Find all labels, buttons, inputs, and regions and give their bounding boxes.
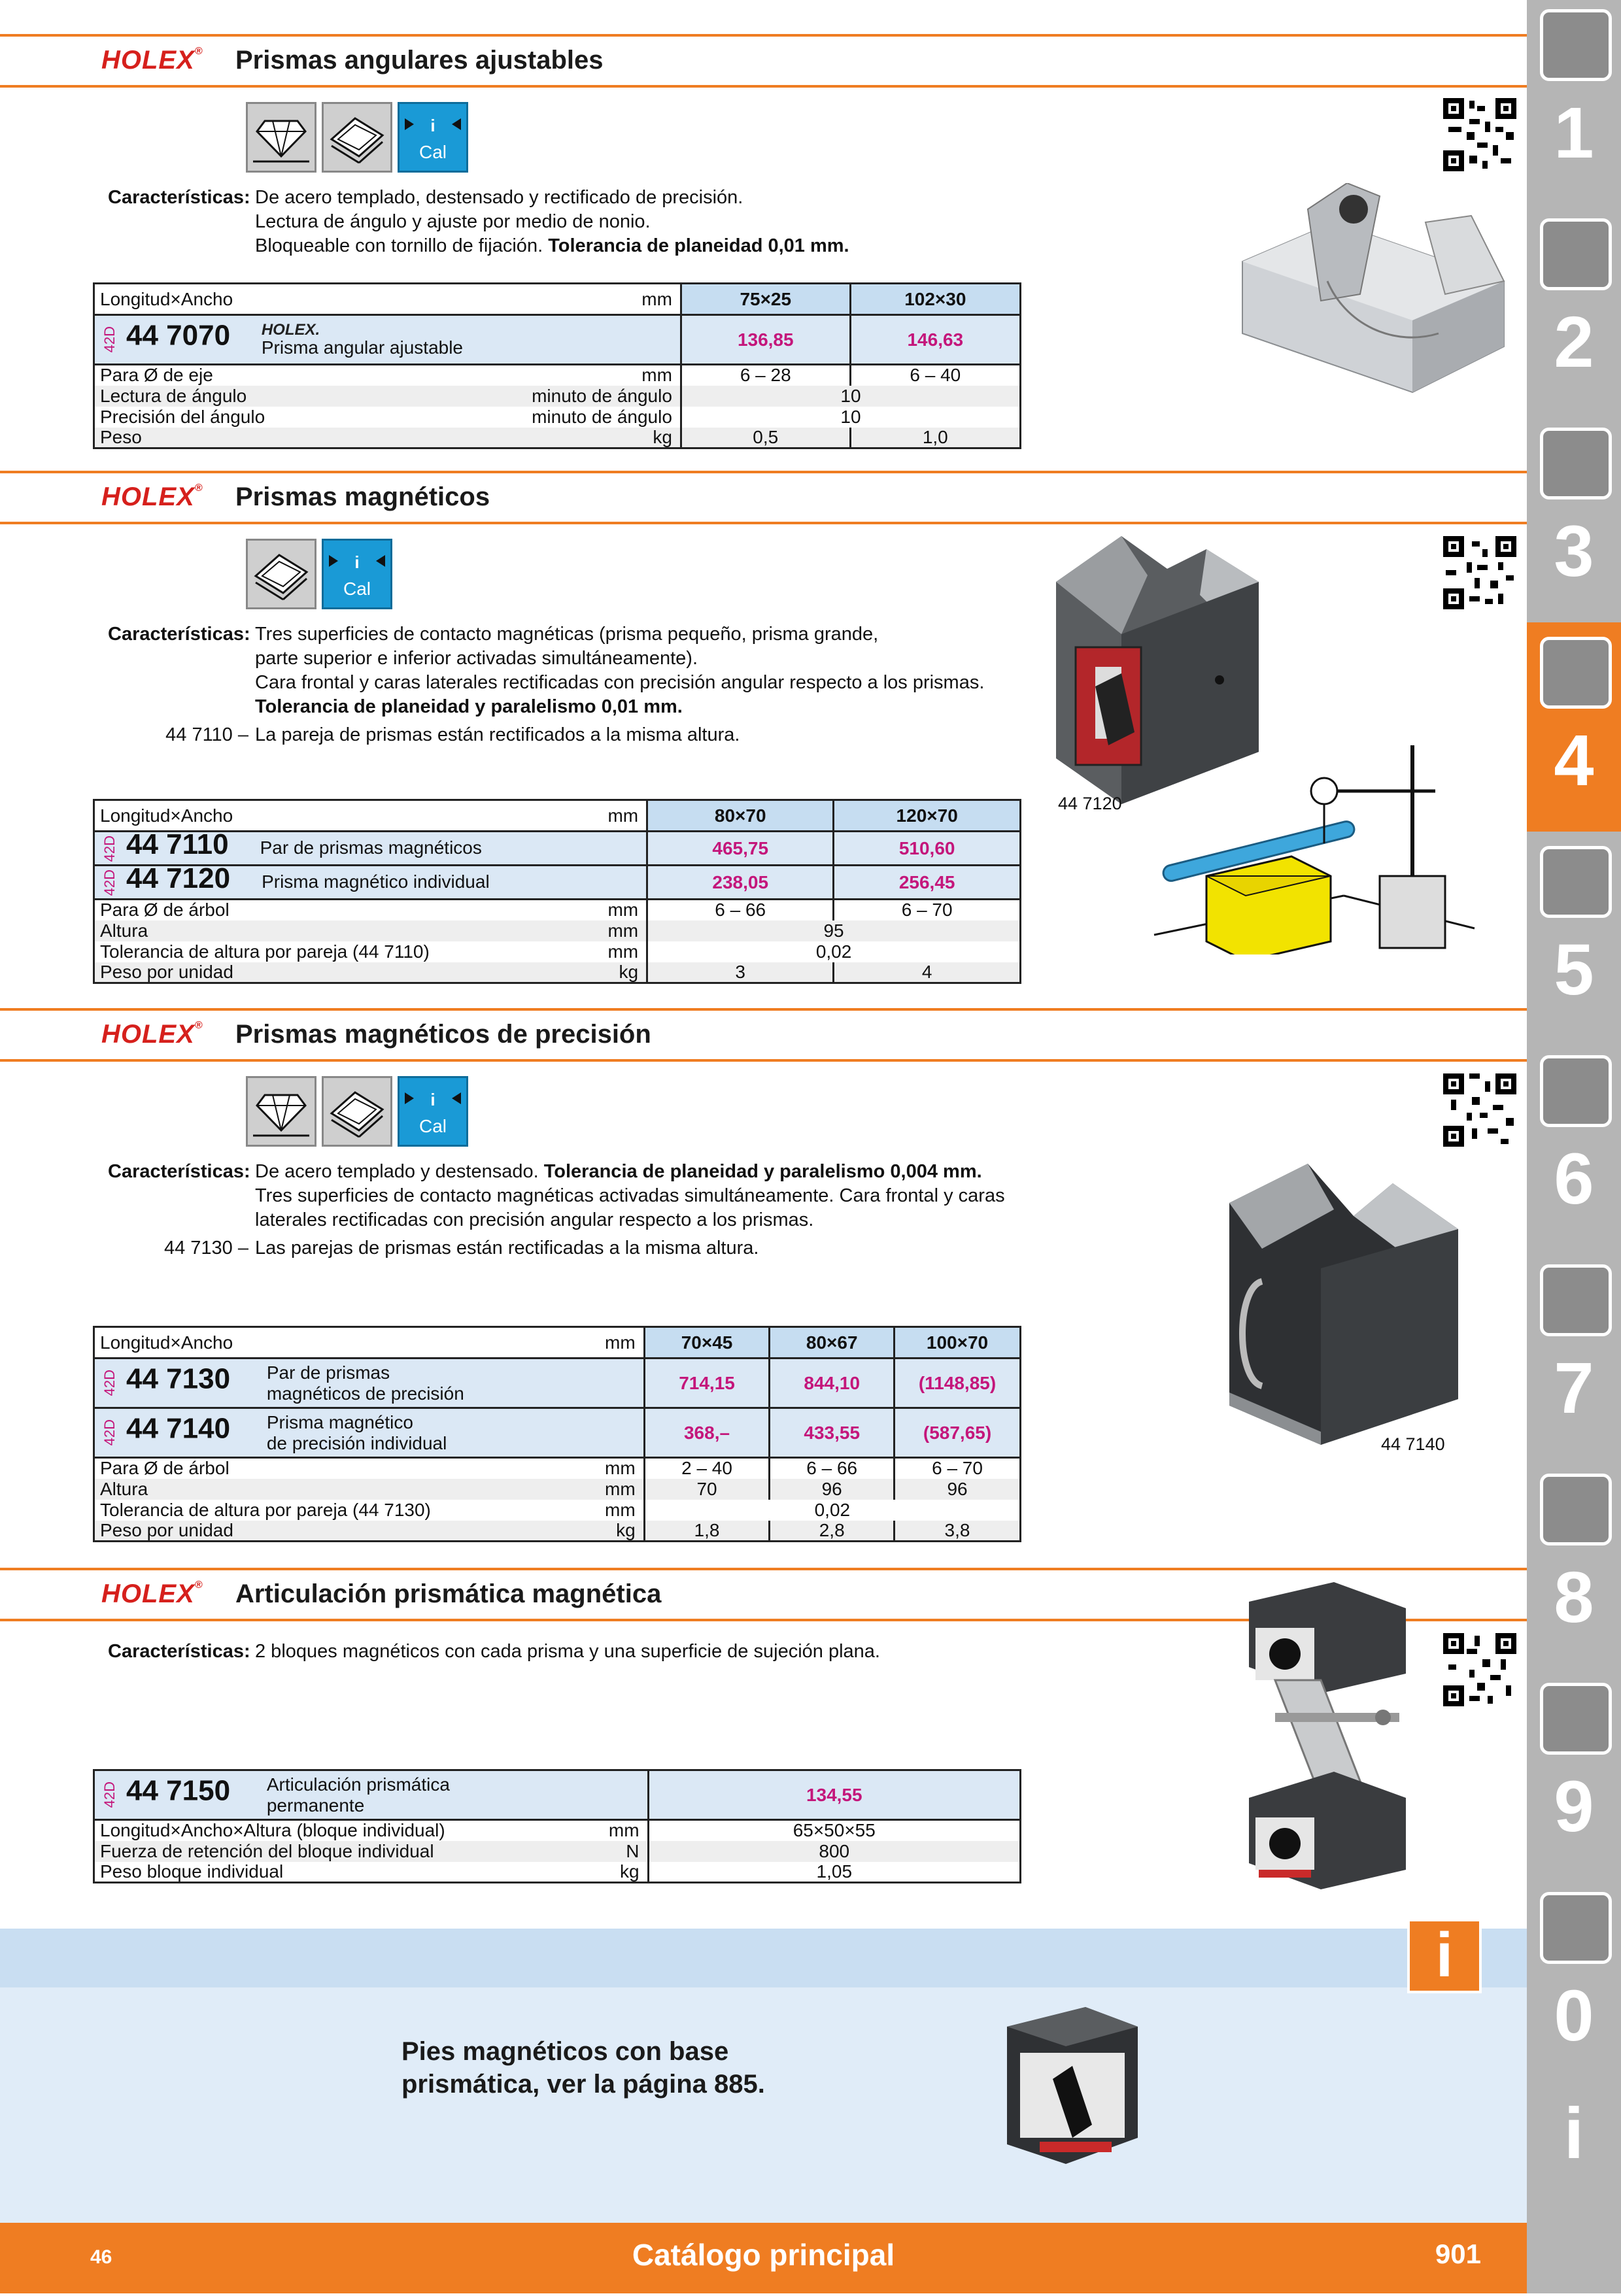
sidebar-tab-number: 0 <box>1554 1976 1594 2056</box>
price: 433,55 <box>770 1408 895 1458</box>
diamond-hardened-icon <box>246 102 316 173</box>
sidebar-tab-3[interactable] <box>1527 413 1621 622</box>
footer-catalog-title: Catálogo principal <box>632 2238 895 2272</box>
section-header-prismas-magneticos <box>0 471 1527 524</box>
figure-caption: 44 7140 <box>1381 1434 1445 1454</box>
price: 844,10 <box>770 1359 895 1408</box>
features-section-1: Características: De acero templado, destensado y rectificado de precisión. Lectura de ángulo y ajuste por medio de nonio. Bloqueable con tornillo de fijación. Tolerancia de planeidad 0,01 mm. <box>108 187 849 256</box>
section-header-prismas-angulares <box>0 34 1527 88</box>
article-number: 44 7110 <box>126 828 229 860</box>
sidebar-tab-5[interactable] <box>1527 832 1621 1041</box>
section-title: Articulación prismática magnética <box>235 1579 662 1608</box>
caliper-icon <box>1540 637 1612 709</box>
sidebar-tab-info: i <box>1563 2093 1584 2174</box>
sidebar-tab-8[interactable] <box>1527 1459 1621 1668</box>
info-band <box>0 1987 1527 2223</box>
holex-logo: HOLEX® <box>101 482 203 511</box>
article-number: 44 7140 <box>126 1411 231 1444</box>
qr-code[interactable] <box>1443 1073 1516 1147</box>
pictogram-row <box>246 102 468 173</box>
spec-table-section-2: Longitud×Ancho mm 80×70 120×70 42D 44 7110 Par de prismas magnéticos 465,75 510,60 42D 44 7120 Prisma magnético individual 238,05 256,45 Para Ø de árbol mm 6 – 66 6 – 70 Altura mm 95 Tolerancia de altura por pareja (44 7110) mm 0,02 Peso por unidad kg 3 4 <box>93 799 1021 984</box>
article-number: 44 7150 <box>126 1774 231 1806</box>
sidebar-tab-number: 4 <box>1554 720 1594 801</box>
features-section-4: Características: 2 bloques magnéticos con cada prisma y una superficie de sujeción plana. <box>108 1641 880 1662</box>
price: 510,60 <box>834 832 1021 866</box>
ground-surface-icon <box>246 539 316 609</box>
sidebar-tab-number: 8 <box>1554 1557 1594 1638</box>
calibration-info-icon: i Cal <box>322 539 392 609</box>
sidebar-tab-2[interactable] <box>1527 204 1621 413</box>
section-header-prismas-precision <box>0 1008 1527 1062</box>
saw-icon <box>1540 846 1612 918</box>
article-number: 44 7120 <box>126 862 231 894</box>
article-number: 44 7130 <box>126 1362 231 1394</box>
price: 256,45 <box>834 866 1021 900</box>
ground-surface-icon <box>322 102 392 173</box>
sidebar-tab-i[interactable] <box>1527 2087 1621 2296</box>
sidebar-tab-1[interactable] <box>1527 0 1621 204</box>
sidebar-tab-7[interactable] <box>1527 1250 1621 1459</box>
price: 146,63 <box>850 315 1020 365</box>
magnetic-base-image <box>1000 2007 1144 2170</box>
features-section-3: Características: De acero templado y destensado. Tolerancia de planeidad y paralelismo 0,004 mm. Tres superficies de contacto magnéticas activadas simultáneamente. Cara frontal y caras laterales rectificadas con precisión angular respecto a los prismas. 44 7130 – Las parejas de prismas están rectificadas a la misma altura. <box>108 1161 1005 1258</box>
price: 134,55 <box>648 1770 1020 1820</box>
diamond-hardened-icon <box>246 1076 316 1147</box>
page-number: 901 <box>1435 2238 1481 2269</box>
page-footer <box>0 2223 1527 2293</box>
qr-code[interactable] <box>1443 536 1516 609</box>
section-title: Prismas magnéticos <box>235 482 490 511</box>
pictogram-row <box>246 539 392 609</box>
precision-magnetic-prism-image <box>1223 1157 1471 1445</box>
magnetic-prism-setup-illustration <box>1148 745 1488 954</box>
drill-icon <box>1540 9 1612 81</box>
pliers-icon <box>1540 1264 1612 1336</box>
safety-icon <box>1540 1892 1612 1964</box>
sidebar-tab-4[interactable] <box>1527 622 1621 832</box>
info-icon: i <box>1407 1919 1482 1993</box>
sidebar-tab-9[interactable] <box>1527 1668 1621 1878</box>
sidebar-tab-0[interactable] <box>1527 1878 1621 2087</box>
sidebar-tab-number: 7 <box>1554 1348 1594 1428</box>
article-number: 44 7070 <box>126 318 231 351</box>
info-band-top <box>0 1929 1527 1987</box>
cabinet-icon <box>1540 1683 1612 1755</box>
price: 136,85 <box>681 315 850 365</box>
price: 368,– <box>644 1408 770 1458</box>
section-title: Prismas magnéticos de precisión <box>235 1020 651 1049</box>
ground-surface-icon <box>322 1076 392 1147</box>
tap-icon <box>1540 428 1612 499</box>
sidebar-tab-number: 6 <box>1554 1139 1594 1219</box>
holex-logo: HOLEX® <box>101 1579 203 1608</box>
spec-table-section-3: Longitud×Ancho mm 70×45 80×67 100×70 42D 44 7130 Par de prismas magnéticos de precisión 714,15 844,10 (1148,85) 42D 44 7140 Prisma magnético de precisión individual 368,– 433,55 (587,65) Para Ø de árbol mm 2 – 40 6 – 66 6 – 70 Altura mm 70 96 96 Tolerancia de altura por pareja (44 7130) mm 0,02 Peso por unidad kg 1,8 2,8 3,8 <box>93 1326 1021 1542</box>
qr-code[interactable] <box>1443 98 1516 171</box>
sidebar-tab-6[interactable] <box>1527 1041 1621 1250</box>
price: 714,15 <box>644 1359 770 1408</box>
wrench-icon <box>1540 1055 1612 1127</box>
sidebar-tab-number: 3 <box>1554 511 1594 592</box>
figure-caption: 44 7120 <box>1058 794 1122 813</box>
price: 465,75 <box>647 832 834 866</box>
spec-table-section-4: 42D 44 7150 Articulación prismática permanente 134,55 Longitud×Ancho×Altura (bloque individual) mm 65×50×55 Fuerza de retención del bloque individual N 800 Peso bloque individual kg 1,05 <box>93 1769 1021 1883</box>
footer-left-page: 46 <box>90 2246 112 2268</box>
calibration-info-icon: i Cal <box>398 1076 468 1147</box>
holex-logo: HOLEX® <box>101 46 203 75</box>
calibration-info-icon: i Cal <box>398 102 468 173</box>
sidebar-tab-number: 5 <box>1554 930 1594 1010</box>
holex-logo: HOLEX® <box>101 1020 203 1049</box>
qr-code[interactable] <box>1443 1633 1516 1706</box>
section-title: Prismas angulares ajustables <box>235 46 604 75</box>
price: 238,05 <box>647 866 834 900</box>
info-band-text[interactable]: Pies magnéticos con base prismática, ver la página 885. <box>401 2037 765 2099</box>
spec-table-section-1: Longitud×Ancho mm 75×25 102×30 42D 44 7070 HOLEX. Prisma angular ajustable 136,85 146,63 Para Ø de eje mm 6 – 28 6 – 40 Lectura de ángulo minuto de ángulo 10 Precisión del ángulo minuto de ángulo 10 Peso kg 0,5 1,0 <box>93 282 1021 449</box>
sidebar-tab-number: 2 <box>1554 302 1594 382</box>
price: (587,65) <box>895 1408 1021 1458</box>
features-section-2: Características: Tres superficies de contacto magnéticas (prisma pequeño, prisma grande, parte superior e inferior activadas simultáneamente). Cara frontal y caras laterales rectificadas con precisión angular respecto a los prismas. Tolerancia de planeidad y paralelismo 0,01 mm. 44 7110 – La pareja de prismas están rectificados a la misma altura. <box>108 624 985 745</box>
adjustable-angle-prism-image <box>1229 183 1517 399</box>
insert-icon <box>1540 218 1612 290</box>
price: (1148,85) <box>895 1359 1021 1408</box>
magnetic-prism-joint-image <box>1236 1582 1425 1889</box>
toolbox-icon <box>1540 1474 1612 1545</box>
pictogram-row <box>246 1076 468 1147</box>
sidebar-tab-number: 9 <box>1554 1766 1594 1847</box>
sidebar-tab-number: 1 <box>1554 93 1594 173</box>
